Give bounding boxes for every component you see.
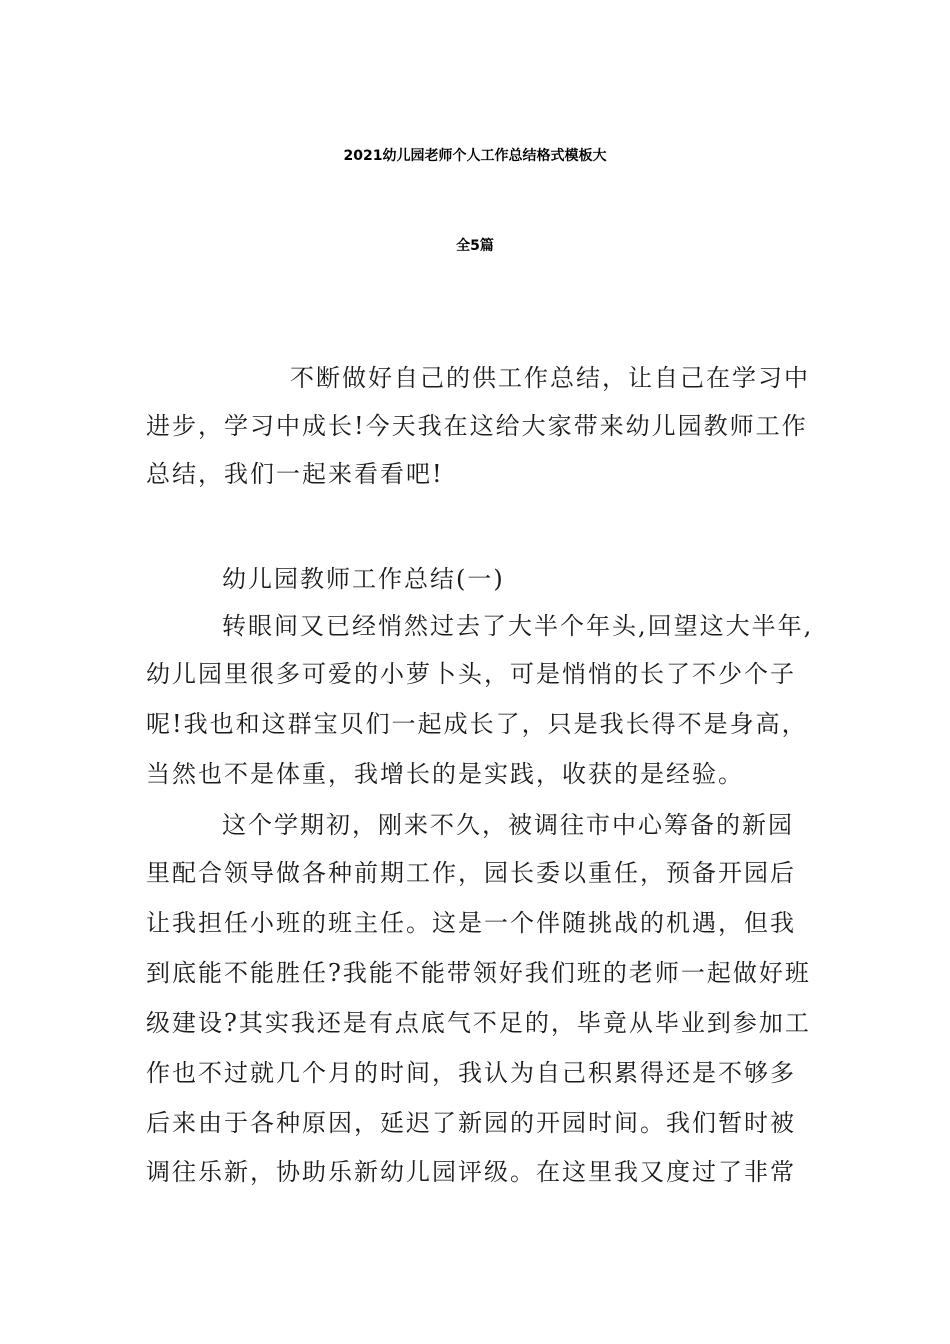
paragraph-line: 让我担任小班的班主任。这是一个伴随挑战的机遇，但我 (146, 909, 796, 937)
intro-line: 不断做好自己的供工作总结，让自己在学习中 (290, 364, 810, 392)
document-title-line-1: 2021幼儿园老师个人工作总结格式模板大 (343, 148, 607, 164)
paragraph-line: 这个学期初，刚来不久，被调往市中心筹备的新园 (222, 811, 794, 839)
paragraph-line: 转眼间又已经悄然过去了大半个年头,回望这大半年, (222, 612, 814, 640)
paragraph-line: 幼儿园里很多可爱的小萝卜头，可是悄悄的长了不少个子 (146, 660, 796, 688)
paragraph-line: 级建设?其实我还是有点底气不足的，毕竟从毕业到参加工 (146, 1009, 811, 1037)
paragraph-line: 作也不过就几个月的时间，我认为自己积累得还是不够多 (146, 1059, 796, 1087)
paragraph-line: 后来由于各种原因，延迟了新园的开园时间。我们暂时被 (146, 1109, 796, 1137)
paragraph-line: 到底能不能胜任?我能不能带领好我们班的老师一起做好班 (146, 959, 811, 987)
paragraph-line: 当然也不是体重，我增长的是实践，收获的是经验。 (146, 760, 744, 788)
paragraph-line: 呢!我也和这群宝贝们一起成长了，只是我长得不是身高， (146, 710, 808, 738)
intro-line: 进步，学习中成长!今天我在这给大家带来幼儿园教师工作 (146, 412, 808, 440)
paragraph-line: 里配合领导做各种前期工作，园长委以重任，预备开园后 (146, 859, 796, 887)
intro-line: 总结，我们一起来看看吧! (146, 460, 444, 488)
document-title-line-2: 全5篇 (456, 238, 494, 254)
section-heading: 幼儿园教师工作总结(一) (222, 565, 505, 593)
paragraph-line: 调往乐新，协助乐新幼儿园评级。在这里我又度过了非常 (146, 1158, 796, 1186)
